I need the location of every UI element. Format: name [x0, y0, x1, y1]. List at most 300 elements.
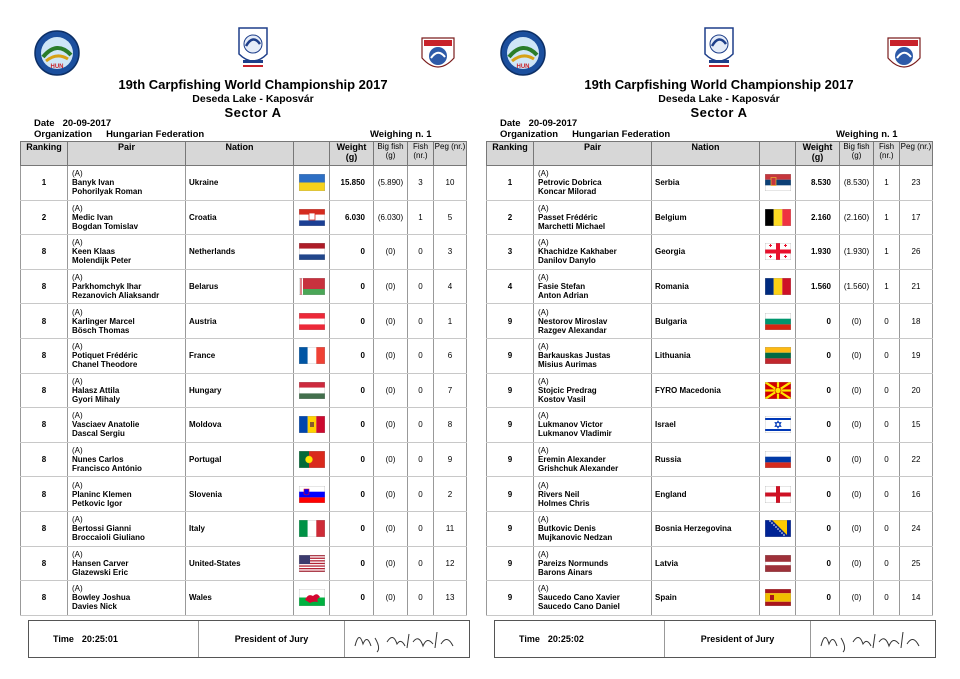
angler-2: Razgev Alexandar	[538, 325, 607, 335]
championship-title: 19th Carpfishing World Championship 2017	[118, 77, 388, 92]
angler-1: Lukmanov Victor	[538, 420, 603, 430]
bigfish-cell: (5.890)	[374, 166, 408, 201]
ranking-cell: 8	[21, 408, 68, 443]
fips-logo	[701, 24, 737, 72]
pair-cell	[534, 304, 652, 339]
flag-cell	[294, 511, 330, 546]
flag-cell	[294, 166, 330, 201]
flag-cell	[294, 408, 330, 443]
pair-cell	[68, 373, 186, 408]
pair-group: (A)	[538, 584, 549, 594]
ranking-cell: 2	[487, 200, 534, 235]
ranking-cell: 9	[487, 581, 534, 616]
bigfish-cell: (0)	[840, 408, 874, 443]
table-row	[21, 200, 467, 235]
result-sheet-1	[20, 0, 486, 679]
flag-cell	[294, 338, 330, 373]
table-row	[21, 304, 467, 339]
nation-cell: FYRO Macedonia	[652, 373, 760, 408]
bg-flag-icon	[765, 313, 791, 330]
angler-2: Molendijk Peter	[72, 256, 132, 266]
bigfish-cell: (0)	[840, 581, 874, 616]
flag-cell	[294, 304, 330, 339]
president-of-jury-label: President of Jury	[199, 621, 345, 657]
organization-value: Hungarian Federation	[106, 129, 205, 140]
angler-1: Pareizs Normunds	[538, 558, 609, 568]
nation-cell: Israel	[652, 408, 760, 443]
col-fish: Fish (nr.)	[408, 142, 434, 166]
col-peg: Peg (nr.)	[900, 142, 933, 166]
angler-2: Kostov Vasil	[538, 394, 586, 404]
ranking-cell: 9	[487, 338, 534, 373]
ua-flag-icon	[299, 174, 325, 191]
col-ranking: Ranking	[21, 142, 68, 166]
bigfish-cell: (0)	[840, 511, 874, 546]
nation-cell: Lithuania	[652, 338, 760, 373]
ba-flag-icon	[765, 520, 791, 537]
organization-line	[500, 129, 670, 140]
pair-cell	[534, 546, 652, 581]
nation-cell: Latvia	[652, 546, 760, 581]
il-flag-icon	[765, 416, 791, 433]
weight-cell: 0	[330, 373, 374, 408]
pair-cell	[68, 200, 186, 235]
nation-cell: Romania	[652, 269, 760, 304]
weight-cell: 0	[330, 511, 374, 546]
nation-cell: England	[652, 477, 760, 512]
angler-2: Petkovic Igor	[72, 498, 123, 508]
col-nation: Nation	[652, 142, 760, 166]
flag-cell	[760, 200, 796, 235]
weight-cell: 0	[330, 546, 374, 581]
flag-cell	[760, 166, 796, 201]
peg-cell: 1	[434, 304, 467, 339]
ranking-cell: 8	[21, 546, 68, 581]
col-flag	[760, 142, 796, 166]
pair-cell	[534, 338, 652, 373]
pair-cell	[68, 511, 186, 546]
federation-logo	[500, 28, 546, 78]
sector-title: Sector A	[224, 105, 282, 120]
peg-cell: 7	[434, 373, 467, 408]
results-table	[486, 141, 933, 616]
pair-cell	[534, 235, 652, 270]
bigfish-cell: (0)	[374, 338, 408, 373]
organization-label: Organization	[34, 129, 93, 140]
peg-cell: 13	[434, 581, 467, 616]
ranking-cell: 9	[487, 442, 534, 477]
angler-2: Danilov Danylo	[538, 256, 596, 266]
peg-cell: 21	[900, 269, 933, 304]
peg-cell: 25	[900, 546, 933, 581]
wales-flag-icon	[299, 589, 325, 606]
pair-group: (A)	[72, 446, 83, 456]
peg-cell: 22	[900, 442, 933, 477]
angler-2: Anton Adrian	[538, 291, 589, 301]
angler-2: Bösch Thomas	[72, 325, 130, 335]
nation-cell: Serbia	[652, 166, 760, 201]
nation-cell: United-States	[186, 546, 294, 581]
nation-cell: Austria	[186, 304, 294, 339]
pair-group: (A)	[538, 376, 549, 386]
pair-cell	[68, 235, 186, 270]
flag-cell	[760, 269, 796, 304]
pair-cell	[68, 408, 186, 443]
nation-cell: Croatia	[186, 200, 294, 235]
weight-cell: 0	[796, 304, 840, 339]
fish-cell: 0	[874, 408, 900, 443]
at-flag-icon	[299, 313, 325, 330]
flag-cell	[760, 408, 796, 443]
pair-group: (A)	[538, 307, 549, 317]
date-line	[34, 118, 111, 129]
peg-cell: 3	[434, 235, 467, 270]
bigfish-cell: (2.160)	[840, 200, 874, 235]
weighing-number: Weighing n. 1	[370, 129, 432, 140]
nation-cell: Slovenia	[186, 477, 294, 512]
table-row	[487, 304, 933, 339]
pair-cell	[534, 477, 652, 512]
time-cell	[29, 621, 199, 657]
pair-cell	[68, 338, 186, 373]
angler-1: Butkovic Denis	[538, 524, 596, 534]
table-row	[487, 546, 933, 581]
angler-1: Eremin Alexander	[538, 455, 606, 465]
fish-cell: 0	[408, 373, 434, 408]
fish-cell: 0	[408, 581, 434, 616]
angler-1: Hansen Carver	[72, 558, 129, 568]
pair-cell	[534, 408, 652, 443]
table-row	[21, 235, 467, 270]
table-row	[21, 546, 467, 581]
weight-cell: 0	[330, 338, 374, 373]
nation-cell: Netherlands	[186, 235, 294, 270]
flag-cell	[294, 477, 330, 512]
pair-group: (A)	[72, 238, 83, 248]
weight-cell: 0	[796, 511, 840, 546]
ranking-cell: 8	[21, 269, 68, 304]
angler-1: Vasciaev Anatolie	[72, 420, 140, 430]
table-row	[487, 200, 933, 235]
weight-cell: 0	[796, 546, 840, 581]
pair-group: (A)	[72, 411, 83, 421]
table-row	[487, 166, 933, 201]
angler-2: Saucedo Cano Daniel	[538, 602, 620, 612]
table-row	[487, 235, 933, 270]
pair-cell	[534, 581, 652, 616]
nation-cell: France	[186, 338, 294, 373]
table-row	[487, 338, 933, 373]
table-row	[21, 269, 467, 304]
organization-label: Organization	[500, 129, 559, 140]
angler-1: Bertossi Gianni	[72, 524, 132, 534]
angler-1: Halasz Attila	[72, 385, 120, 395]
table-row	[487, 477, 933, 512]
angler-1: Saucedo Cano Xavier	[538, 593, 620, 603]
weight-cell: 15.850	[330, 166, 374, 201]
nation-cell: Hungary	[186, 373, 294, 408]
col-bigfish: Big fish (g)	[840, 142, 874, 166]
pair-cell	[68, 546, 186, 581]
md-flag-icon	[299, 416, 325, 433]
lt-flag-icon	[765, 347, 791, 364]
bigfish-cell: (0)	[840, 442, 874, 477]
peg-cell: 18	[900, 304, 933, 339]
pair-cell	[534, 200, 652, 235]
fish-cell: 1	[874, 166, 900, 201]
footer	[28, 620, 470, 658]
angler-2: Davies Nick	[72, 602, 117, 612]
flag-cell	[294, 235, 330, 270]
flag-cell	[760, 304, 796, 339]
date-value: 20-09-2017	[528, 118, 578, 129]
fish-cell: 0	[408, 269, 434, 304]
angler-2: Grishchuk Alexander	[538, 464, 619, 474]
pair-group: (A)	[538, 342, 549, 352]
fish-cell: 0	[874, 304, 900, 339]
flag-cell	[294, 581, 330, 616]
col-nation: Nation	[186, 142, 294, 166]
col-pair: Pair	[68, 142, 186, 166]
nation-cell: Bulgaria	[652, 304, 760, 339]
ranking-cell: 3	[487, 235, 534, 270]
pair-group: (A)	[72, 376, 83, 386]
angler-2: Koncar Milorad	[538, 187, 597, 197]
angler-1: Fasie Stefan	[538, 282, 586, 292]
weight-cell: 8.530	[796, 166, 840, 201]
table-row	[21, 442, 467, 477]
table-row	[21, 338, 467, 373]
flag-cell	[294, 200, 330, 235]
ro-flag-icon	[765, 278, 791, 295]
bigfish-cell: (0)	[840, 338, 874, 373]
angler-1: Banyk Ivan	[72, 178, 115, 188]
date-value: 20-09-2017	[62, 118, 112, 129]
angler-2: Lukmanov Vladimir	[538, 429, 612, 439]
pair-cell	[534, 442, 652, 477]
fish-cell: 0	[874, 546, 900, 581]
peg-cell: 24	[900, 511, 933, 546]
pair-cell	[534, 511, 652, 546]
pair-group: (A)	[538, 169, 549, 179]
ranking-cell: 1	[487, 166, 534, 201]
ranking-cell: 8	[21, 477, 68, 512]
ge-flag-icon	[765, 243, 791, 260]
signature-scribble	[813, 624, 933, 654]
peg-cell: 23	[900, 166, 933, 201]
fr-flag-icon	[299, 347, 325, 364]
ranking-cell: 1	[21, 166, 68, 201]
flag-cell	[294, 269, 330, 304]
results-table	[20, 141, 467, 616]
table-row	[21, 511, 467, 546]
angler-2: Gyori Mihaly	[72, 394, 121, 404]
weight-cell: 0	[796, 477, 840, 512]
fish-cell: 0	[874, 338, 900, 373]
table-header	[487, 142, 933, 166]
ranking-cell: 4	[487, 269, 534, 304]
angler-1: Potiquet Frédéric	[72, 351, 138, 361]
pair-group: (A)	[538, 446, 549, 456]
fish-cell: 0	[874, 442, 900, 477]
pair-group: (A)	[72, 307, 83, 317]
pair-group: (A)	[72, 273, 83, 283]
venue: Deseda Lake - Kaposvár	[192, 93, 314, 105]
date-label: Date	[500, 118, 521, 129]
angler-1: Stojcic Predrag	[538, 385, 597, 395]
table-row	[487, 442, 933, 477]
col-weight: Weight (g)	[330, 142, 374, 166]
angler-2: Dascal Sergiu	[72, 429, 125, 439]
angler-1: Bowley Joshua	[72, 593, 131, 603]
pair-cell	[68, 304, 186, 339]
ranking-cell: 9	[487, 304, 534, 339]
angler-2: Pohorilyak Roman	[72, 187, 143, 197]
nation-cell: Bosnia Herzegovina	[652, 511, 760, 546]
ru-flag-icon	[765, 451, 791, 468]
pair-cell	[68, 581, 186, 616]
organization-value: Hungarian Federation	[572, 129, 671, 140]
championship-title: 19th Carpfishing World Championship 2017	[584, 77, 854, 92]
flag-cell	[760, 511, 796, 546]
rs-flag-icon	[765, 174, 791, 191]
fips-logo	[235, 24, 271, 72]
hr-flag-icon	[299, 209, 325, 226]
weight-cell: 0	[330, 408, 374, 443]
angler-1: Keen Klaas	[72, 247, 116, 257]
fish-cell: 0	[408, 477, 434, 512]
weight-cell: 1.560	[796, 269, 840, 304]
nation-cell: Wales	[186, 581, 294, 616]
bigfish-cell: (0)	[374, 442, 408, 477]
weight-cell: 0	[330, 442, 374, 477]
fish-cell: 0	[408, 338, 434, 373]
fish-cell: 1	[408, 200, 434, 235]
angler-1: Parkhomchyk Ihar	[72, 282, 142, 292]
weighing-number: Weighing n. 1	[836, 129, 898, 140]
nation-cell: Moldova	[186, 408, 294, 443]
flag-cell	[760, 235, 796, 270]
date-line	[500, 118, 577, 129]
flag-cell	[294, 442, 330, 477]
col-ranking: Ranking	[487, 142, 534, 166]
nation-cell: Belgium	[652, 200, 760, 235]
peg-cell: 9	[434, 442, 467, 477]
angler-2: Barons Ainars	[538, 567, 593, 577]
time-label: Time	[519, 634, 540, 644]
weight-cell: 1.930	[796, 235, 840, 270]
ranking-cell: 9	[487, 477, 534, 512]
fish-cell: 3	[408, 166, 434, 201]
weight-cell: 0	[330, 304, 374, 339]
bigfish-cell: (6.030)	[374, 200, 408, 235]
table-row	[21, 373, 467, 408]
fish-cell: 0	[874, 581, 900, 616]
pt-flag-icon	[299, 451, 325, 468]
weight-cell: 2.160	[796, 200, 840, 235]
fish-cell: 0	[408, 408, 434, 443]
pair-group: (A)	[538, 273, 549, 283]
pair-cell	[68, 477, 186, 512]
weight-cell: 0	[330, 269, 374, 304]
nl-flag-icon	[299, 243, 325, 260]
angler-1: Petrovic Dobrica	[538, 178, 602, 188]
lv-flag-icon	[765, 555, 791, 572]
peg-cell: 2	[434, 477, 467, 512]
weight-cell: 0	[330, 581, 374, 616]
bigfish-cell: (1.560)	[840, 269, 874, 304]
signature-scribble	[347, 624, 467, 654]
table-header	[21, 142, 467, 166]
bigfish-cell: (0)	[374, 546, 408, 581]
nation-cell: Russia	[652, 442, 760, 477]
ranking-cell: 9	[487, 511, 534, 546]
ranking-cell: 8	[21, 373, 68, 408]
peg-cell: 20	[900, 373, 933, 408]
angler-1: Barkauskas Justas	[538, 351, 611, 361]
time-value: 20:25:01	[81, 634, 118, 644]
fish-cell: 0	[874, 511, 900, 546]
pair-group: (A)	[72, 203, 83, 213]
pair-group: (A)	[538, 203, 549, 213]
angler-1: Rivers Neil	[538, 489, 580, 499]
table-row	[487, 511, 933, 546]
bigfish-cell: (8.530)	[840, 166, 874, 201]
club-logo	[418, 32, 458, 76]
bigfish-cell: (0)	[374, 511, 408, 546]
angler-2: Francisco António	[72, 464, 142, 474]
peg-cell: 8	[434, 408, 467, 443]
fish-cell: 0	[408, 304, 434, 339]
peg-cell: 26	[900, 235, 933, 270]
peg-cell: 12	[434, 546, 467, 581]
weight-cell: 0	[796, 581, 840, 616]
flag-cell	[760, 442, 796, 477]
fish-cell: 1	[874, 235, 900, 270]
hu-flag-icon	[299, 382, 325, 399]
peg-cell: 6	[434, 338, 467, 373]
flag-cell	[760, 338, 796, 373]
peg-cell: 11	[434, 511, 467, 546]
angler-1: Planinc Klemen	[72, 489, 132, 499]
fish-cell: 0	[408, 546, 434, 581]
col-peg: Peg (nr.)	[434, 142, 467, 166]
table-row	[487, 269, 933, 304]
venue: Deseda Lake - Kaposvár	[658, 93, 780, 105]
angler-2: Marchetti Michael	[538, 221, 606, 231]
angler-2: Holmes Chris	[538, 498, 590, 508]
bigfish-cell: (1.930)	[840, 235, 874, 270]
bigfish-cell: (0)	[840, 477, 874, 512]
pair-group: (A)	[538, 515, 549, 525]
weight-cell: 0	[796, 442, 840, 477]
table-row	[21, 581, 467, 616]
result-sheet-2	[486, 0, 952, 679]
ranking-cell: 8	[21, 442, 68, 477]
ranking-cell: 8	[21, 235, 68, 270]
nation-cell: Italy	[186, 511, 294, 546]
angler-2: Bogdan Tomislav	[72, 221, 139, 231]
weight-cell: 0	[796, 373, 840, 408]
angler-1: Passet Frédéric	[538, 212, 598, 222]
nation-cell: Georgia	[652, 235, 760, 270]
pair-group: (A)	[72, 584, 83, 594]
flag-cell	[760, 477, 796, 512]
bigfish-cell: (0)	[840, 546, 874, 581]
pair-cell	[534, 373, 652, 408]
col-fish: Fish (nr.)	[874, 142, 900, 166]
signature	[811, 621, 935, 657]
